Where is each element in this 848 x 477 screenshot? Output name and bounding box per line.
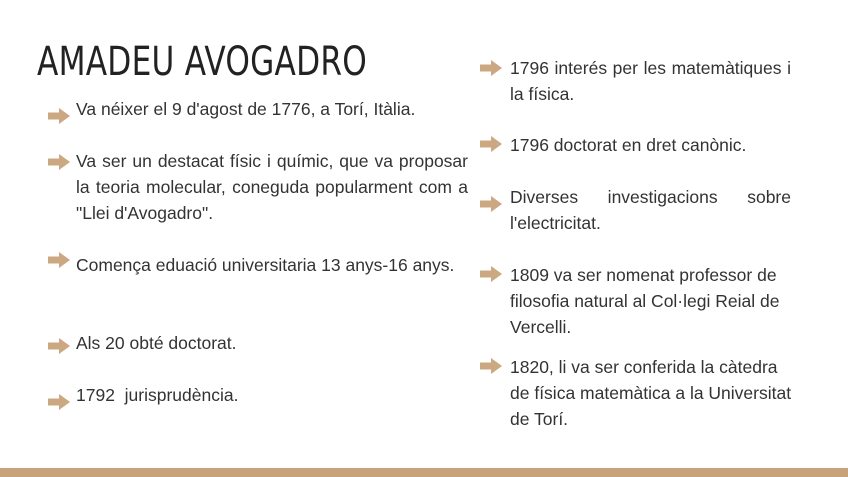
arrow-right-icon bbox=[480, 266, 502, 282]
arrow-right-icon bbox=[48, 108, 70, 124]
arrow-right-icon bbox=[480, 136, 502, 152]
slide-title: AMADEU AVOGADRO bbox=[37, 39, 368, 85]
bottom-accent-bar bbox=[0, 468, 848, 477]
right-item-text: 1796 interés per les matemàtiques i la física. bbox=[510, 58, 791, 104]
arrow-right-icon bbox=[480, 60, 502, 76]
arrow-right-icon bbox=[48, 394, 70, 410]
arrow-right-icon bbox=[480, 358, 502, 374]
right-item-text: 1820, li va ser conferida la càtedra de física matemàtica a la Universitat de Torí. bbox=[510, 357, 792, 429]
arrow-right-icon bbox=[48, 338, 70, 354]
left-item-text: Va néixer el 9 d'agost de 1776, a Torí, Itàlia. bbox=[76, 99, 416, 119]
right-item-text: Diverses investigacions sobre l'electricitat. bbox=[510, 187, 791, 233]
arrow-right-icon bbox=[48, 252, 70, 268]
left-item-text: Als 20 obté doctorat. bbox=[76, 333, 237, 353]
right-item-text: 1809 va ser nomenat professor de filosofia natural al Col·legi Reial de Vercelli. bbox=[510, 265, 780, 337]
right-item-text: 1796 doctorat en dret canònic. bbox=[510, 135, 747, 155]
arrow-right-icon bbox=[48, 154, 70, 170]
left-item-text: Va ser un destacat físic i químic, que va proposar la teoria molecular, coneguda popularment com a "Llei d'Avogadro". bbox=[76, 151, 468, 223]
arrow-right-icon bbox=[480, 196, 502, 212]
left-item-text: Comença eduació universitaria 13 anys-16 anys. bbox=[76, 255, 455, 275]
left-item-text: 1792 jurisprudència. bbox=[76, 385, 239, 405]
